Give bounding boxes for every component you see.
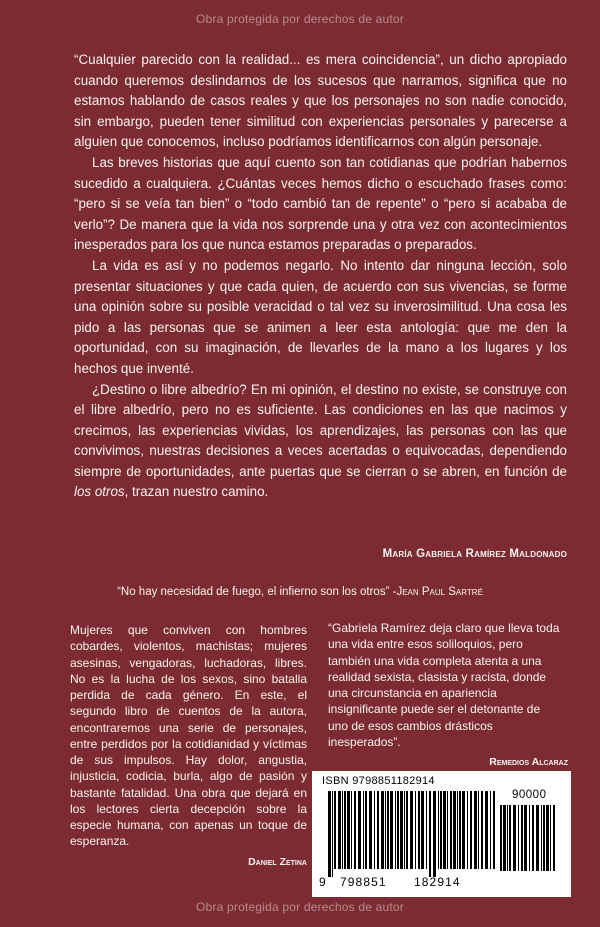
barcode-bar [536,805,539,871]
barcode-bar [462,791,465,869]
barcode-bar [387,791,389,869]
author-signature: María Gabriela Ramírez Maldonado [382,548,567,560]
barcode-bar [513,805,516,871]
barcode-bar [503,805,506,871]
barcode-bar [365,791,367,869]
barcode-bar [470,791,472,869]
barcode-bar [485,791,488,869]
barcode-bar [459,791,461,869]
barcode-bar [507,805,508,871]
barcode-bar [354,791,356,869]
barcode-bar [518,805,519,871]
barcode-bar [338,791,341,869]
barcode-bar [328,791,331,877]
barcode-bar [351,791,352,869]
barcode-bar [550,805,551,871]
barcode-bar [400,791,403,869]
barcode-bar [443,791,446,869]
barcode-bar [440,791,442,869]
right-blurb-signature: Remedios Alcaraz [489,756,568,768]
barcode-bar [395,791,396,869]
isbn-barcode [312,771,571,897]
barcode-bar [438,791,439,869]
barcode-bar [490,791,491,869]
barcode-bar [332,791,333,877]
paragraph-3: La vida es así y no podemos negarlo. No intento dar ninguna lección, solo presentar situaciones y que cada quien, de acuerdo con sus vivencias, se forme una opinión sobre su posible veracidad o tal vez su inverosimilitud. Una cosa les pido a las personas que se animen a leer esta antología: que me den la oportunidad, con su imaginación, de llevarles de la mano a los lugares y los hechos que inventé. [74,257,567,376]
barcode-bar [397,791,399,869]
barcode-bar [521,805,523,871]
main-text [74,50,567,503]
barcode-bar [374,791,375,869]
paragraph-4-italic: los otros [74,484,125,500]
barcode-bar [347,791,350,869]
quote-author: Jean Paul Sartré [396,586,483,598]
copyright-watermark-top: Obra protegida por derechos de autor [196,12,404,26]
barcode-bar [381,791,384,869]
barcode-bar [369,791,372,869]
barcode-bar [415,791,416,869]
barcode-bar [457,791,458,869]
barcode-bar [385,791,386,869]
barcode-bar [529,805,530,871]
price-code: 90000 [512,789,547,801]
barcode-bar [509,805,511,871]
barcode-bar [410,791,413,869]
barcode-bar [426,791,427,869]
quote-text: “No hay necesidad de fuego, el infierno son los otros” - [117,586,397,598]
barcode-bar [543,805,545,871]
paragraph-1: “Cualquier parecido con la realidad... es mera coincidencia”, un dicho apropiado cuando queremos deslindarnos de los sucesos que narramos, significa que no estamos hablando de casos reales y que los personajes no son nadie conocido, sin embargo, pueden tener similitud con experiencias personales y parecerse a alguien que conocemos, incluso podríamos identificarnos con algún personaje. [74,52,567,150]
barcode-bar [377,791,379,869]
barcode-bar [404,791,405,869]
barcode-bar [418,791,420,869]
left-blurb-signature: Daniel Zetina [248,856,307,868]
barcode-digits-group1: 798851 [340,875,387,889]
barcode-bar [553,805,555,871]
addon-bars [500,805,556,877]
barcode-bar [447,791,448,869]
barcode-bar [390,791,393,869]
barcode-bar [474,791,477,869]
barcode-bar [546,805,549,871]
barcode-digit-first: 9 [319,875,327,889]
isbn-label: ISBN 9798851182914 [322,775,435,787]
barcode-bar [532,805,534,871]
barcode-bar [429,791,431,877]
barcode-bar [406,791,408,869]
right-blurb: “Gabriela Ramírez deja claro que lleva toda una vida entre esos soliloquios, pero también una vida completa atenta a una realidad sexista, clasista y racista, donde una circunstancia en apariencia insignificante puede ser el detonante de uno de esos cambios drásticos inesperados”. [328,621,560,749]
barcode-bar [344,791,346,869]
barcode-bar [478,791,479,869]
paragraph-2: Las breves historias que aquí cuento son tan cotidianas que podrían habernos sucedido a cualquiera. ¿Cuántas veces hemos dicho o escuchado frases como: “pero si se veía tan bien” o “todo cambió tan de repente” o “pero si acababa de verlo”? De manera que la vida nos sorprende una y otra vez con acontecimientos inesperados para los que nunca estamos preparadas o preparados. [74,154,567,253]
barcode-bar [334,791,336,869]
barcode-bar [433,791,436,877]
paragraph-4-text: ¿Destino o libre albedrío? En mi opinión, el destino no existe, se construye con el libre albedrío, pero no es suficiente. Las condiciones en las que nacimos y crecimos, las experiencias vividas, los aprendizajes, las personas con las que convivimos, nuestras decisiones a veces acertadas o equivocadas, dependiendo siempre de oportunidades, ante puertas que se cierran o se abren, en función de [74,381,567,479]
paragraph-4 [74,380,567,504]
barcode-bar [342,791,343,869]
barcode-bar [358,791,361,869]
barcode-bar [481,791,483,869]
barcode-bar [450,791,452,869]
ean13-bars [328,791,498,877]
barcode-bar [524,805,527,871]
epigraph-quote [0,586,600,598]
barcode-bar [541,805,542,871]
left-blurb: Mujeres que conviven con hombres cobardes, violentos, machistas; mujeres asesinas, vengadoras, luchadoras, libres. No es la lucha de los sexos, sino batalla perdida de cada género. En este, el segundo libro de cuentos de la autora, encontraremos una serie de personajes, entre perdidos por la cotidianidad y víctimas de sus impulsos. Hay dolor, angustia, injusticia, codicia, burla, algo de pasión y bastante fatalidad. Una obra que dejará en los lectores cierta decepción sobre la especie humana, con apenas un toque de esperanza. [70,623,307,849]
copyright-watermark-bottom: Obra protegida por derechos de autor [196,900,404,914]
barcode-bar [453,791,456,869]
barcode-bar [493,791,495,869]
barcode-bar [500,805,502,871]
barcode-bar [467,791,468,869]
barcode-bar [363,791,364,869]
paragraph-4-end: , trazan nuestro camino. [124,484,269,500]
barcode-digits-group2: 182914 [414,875,461,889]
barcode-bar [421,791,424,869]
